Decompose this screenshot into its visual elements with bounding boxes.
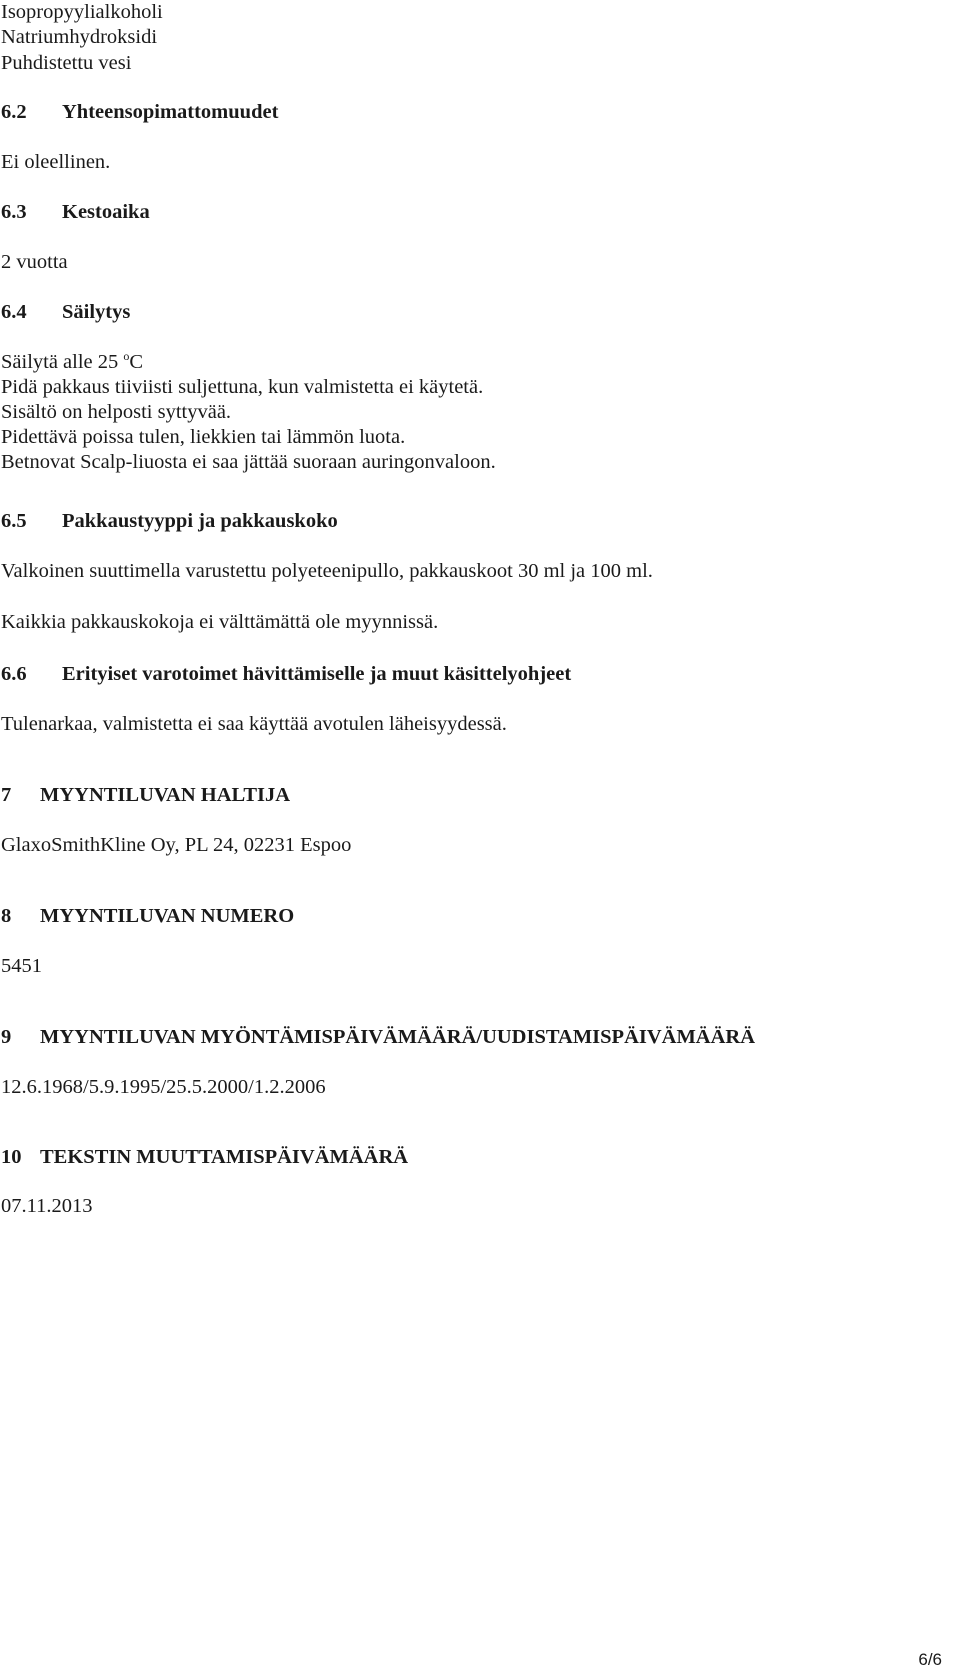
section-title: MYYNTILUVAN NUMERO [40,905,295,927]
section-6-5-heading [1,509,338,533]
section-9-heading [1,1025,755,1049]
section-7-heading [1,783,290,807]
storage-line: Betnovat Scalp-liuosta ei saa jättää suoraan auringonvaloon. [1,451,496,473]
section-8-heading [1,904,294,928]
section-10-heading [1,1145,408,1169]
section-number: 6.3 [1,201,27,223]
section-6-6-text: Tulenarkaa, valmistetta ei saa käyttää avotulen läheisyydessä. [1,713,507,735]
section-6-2-text: Ei oleellinen. [1,151,111,173]
section-6-3-text: 2 vuotta [1,251,68,273]
page-number: 6/6 [918,1650,942,1669]
authorisation-dates: 12.6.1968/5.9.1995/25.5.2000/1.2.2006 [1,1076,326,1098]
package-description: Valkoinen suuttimella varustettu polyeteenipullo, pakkauskoot 30 ml ja 100 ml. [1,560,653,582]
package-availability-note: Kaikkia pakkauskokoja ei välttämättä ole myynnissä. [1,611,439,633]
section-number: 6.6 [1,663,27,685]
storage-temperature-text: Säilytä alle 25 [1,351,124,373]
storage-line: Pidettävä poissa tulen, liekkien tai lämmön luota. [1,426,406,448]
section-6-6-heading [1,662,571,686]
excipient-isopropyl-alcohol: Isopropyylialkoholi [1,1,163,23]
section-number: 6.4 [1,301,27,323]
section-title: TEKSTIN MUUTTAMISPÄIVÄMÄÄRÄ [40,1146,409,1168]
section-number: 6.5 [1,510,27,532]
storage-line: Pidä pakkaus tiiviisti suljettuna, kun valmistetta ei käytetä. [1,376,484,398]
excipient-sodium-hydroxide: Natriumhydroksidi [1,26,158,48]
section-number: 9 [1,1026,12,1048]
section-number: 8 [1,905,12,927]
section-title: Erityiset varotoimet hävittämiselle ja muut käsittelyohjeet [62,663,572,685]
excipient-purified-water: Puhdistettu vesi [1,52,132,74]
marketing-authorisation-number: 5451 [1,955,42,977]
section-title: Säilytys [62,301,131,323]
section-6-4-heading [1,300,130,324]
section-title: Pakkaustyyppi ja pakkauskoko [62,510,338,532]
section-title: MYYNTILUVAN MYÖNTÄMISPÄIVÄMÄÄRÄ/UUDISTAMISPÄIVÄMÄÄRÄ [40,1026,756,1048]
storage-line: Sisältö on helposti syttyvää. [1,401,232,423]
storage-temperature-unit: C [129,351,144,373]
section-number: 7 [1,784,12,806]
text-revision-date: 07.11.2013 [1,1195,93,1217]
degree-superscript: o [123,349,130,363]
section-title: Kestoaika [62,201,150,223]
marketing-authorisation-holder: GlaxoSmithKline Oy, PL 24, 02231 Espoo [1,834,352,856]
section-number: 6.2 [1,101,27,123]
storage-temperature [1,350,143,374]
section-6-3-heading [1,200,150,224]
section-6-2-heading [1,100,278,124]
section-number: 10 [1,1146,22,1168]
section-title: Yhteensopimattomuudet [62,101,279,123]
section-title: MYYNTILUVAN HALTIJA [40,784,291,806]
